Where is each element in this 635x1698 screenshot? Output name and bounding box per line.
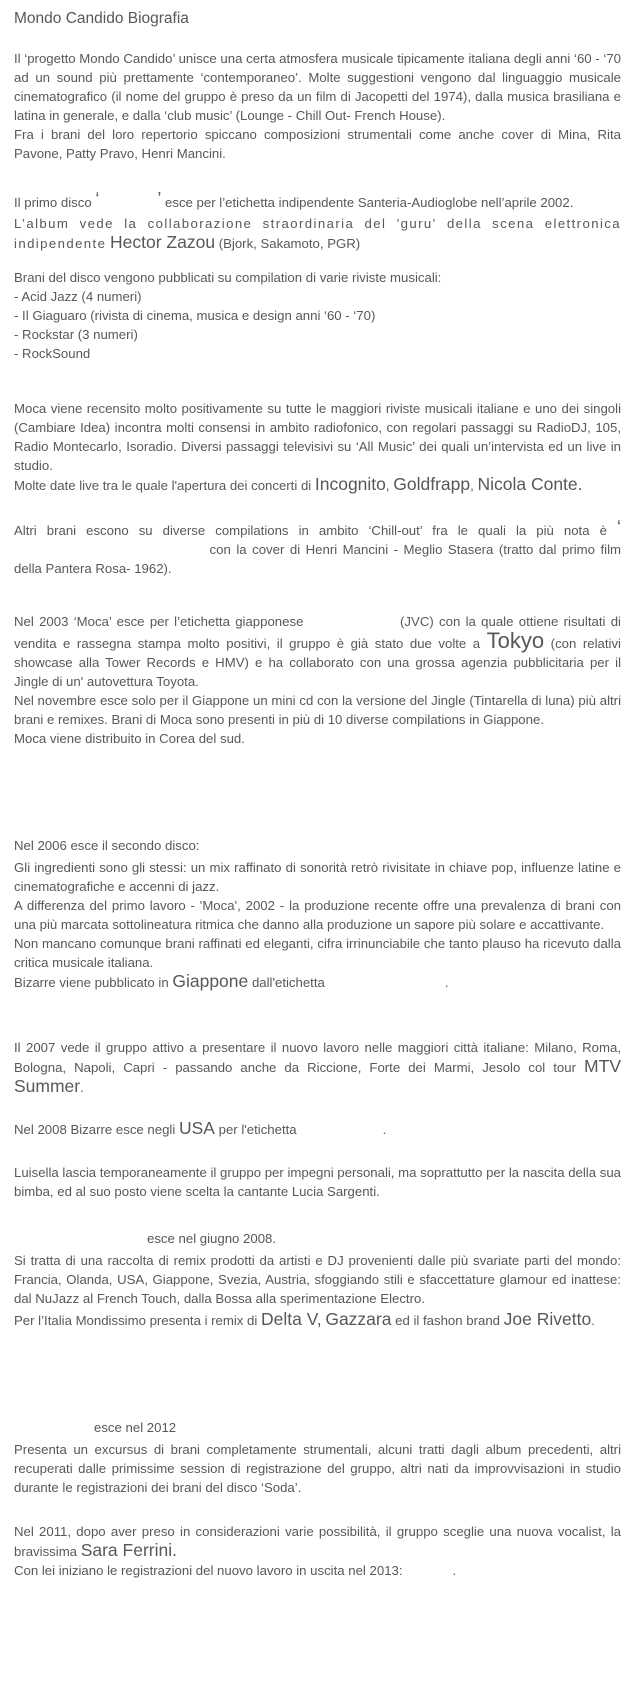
nicola-conte-name: Nicola Conte. — [477, 474, 583, 494]
italy-remix-line: Per l’Italia Mondissimo presenta i remix di Delta V, Gazzara ed il fashon brand Joe Rivetto. — [14, 1309, 595, 1329]
joe-rivetto-name: Joe Rivetto — [503, 1309, 592, 1329]
mancini-cover-text: con la cover di Henri Mancini - Meglio Stasera (tratto dal primo film della Pantera Rosa- 1962). — [14, 542, 621, 576]
difference-text: A differenza del primo lavoro - 'Moca', 2002 - la produzione recente offre una prevalenza di brani con una più marcata sottolineatura ritmica che danno alla produzione un sapore più solare e accattivante. — [14, 898, 621, 932]
collaboration-text: L’album vede la collaborazione straordinaria del 'guru' della scena elettronica indipendente Hector Zazou (Bjork, Sakamoto, PGR) — [14, 216, 621, 252]
remix-text: Si tratta di una raccolta di remix prodotti da artisti e DJ provenienti dalle più svariate parti del mondo: Francia, Olanda, USA, Giappone, Svezia, Austria, sfoggiando stili e sfaccettature glamour ed inattese: dal NuJazz al French Touch, dalla Bossa alla sperimentazione Electro. — [14, 1253, 621, 1306]
album-2012-release: esce nel 2012 — [94, 1420, 177, 1435]
instrumental-text: Presenta un excursus di brani completamente strumentali, alcuni tratti dagli album precedenti, altri recuperati dalle primissime session di registrazione del gruppo, altri nati da improvvisazioni in studio durante le registrazioni dei brani del disco ‘Soda’. — [14, 1442, 621, 1495]
chillout-text: Altri brani escono su diverse compilations in ambito ‘Chill-out’ fra le quali la più nota è — [14, 523, 607, 538]
list-item: - Il Giaguaro (rivista di cinema, musica e design anni ‘60 - ‘70) — [14, 308, 376, 323]
incognito-name: Incognito — [314, 474, 386, 494]
paragraph-luisella — [14, 1163, 621, 1201]
goldfrapp-name: Goldfrapp — [393, 474, 471, 494]
open-quote: ‘ — [616, 517, 621, 537]
paragraph-2012 — [14, 1418, 621, 1497]
live-dates-text: Molte date live tra le quale l'apertura dei concerti di — [14, 478, 312, 493]
paragraph-usa: Nel 2008 Bizarre esce negli USA per l'etichetta . — [14, 1118, 387, 1138]
compilations-intro: Brani del disco vengono pubblicati su compilation di varie riviste musicali: — [14, 270, 442, 285]
mondissimo-release: esce nel giugno 2008. — [147, 1231, 277, 1246]
first-album-line — [14, 189, 621, 212]
paragraph-intro — [14, 49, 621, 163]
bizarre-japan-line: Bizarre viene pubblicato in Giappone dall'etichetta . — [14, 971, 449, 991]
tour-text: Il 2007 vede il gruppo attivo a presentare il nuovo lavoro nelle maggiori città italiane: Milano, Roma, Bologna, Napoli, Capri - passando anche da Riccione, Forte dei Marmi, Jesolo col tour — [14, 1040, 621, 1075]
paragraph-tour-2007: Il 2007 vede il gruppo attivo a presentare il nuovo lavoro nelle maggiori città italiane: Milano, Roma, Bologna, Napoli, Capri - passando anche da Riccione, Forte dei Marmi, Jesolo col tour MTV Summer. — [14, 1040, 621, 1096]
paragraph-first-album — [14, 189, 621, 253]
intro-text: Il ‘progetto Mondo Candido’ unisce una certa atmosfera musicale tipicamente italiana degli anni ‘60 - ‘70 ad un sound più prettamente ‘contemporaneo’. Molte suggestioni vengono dal linguaggio musicale cinematografico (il nome del gruppo è preso da un film di Jacopetti del 1974), dalla musica brasiliana e latina in generale, e dalla ‘club music’ (Lounge - Chill Out- French House). — [14, 51, 621, 123]
refined-text: Non mancano comunque brani raffinati ed eleganti, cifra irrinunciabile che tanto plauso ha ricevuto dalla critica musicale italiana. — [14, 936, 621, 970]
first-album-lead: Il primo disco — [14, 195, 92, 210]
usa-name: USA — [178, 1118, 215, 1138]
hector-zazou-name: Hector Zazou — [110, 232, 216, 252]
list-item: - Acid Jazz (4 numeri) — [14, 289, 142, 304]
new-work-text: Con lei iniziano le registrazioni del nuovo lavoro in uscita nel 2013: — [14, 1563, 403, 1578]
paragraph-second-album — [14, 836, 621, 992]
first-album-label-text: esce per l’etichetta indipendente Santeria-Audioglobe nell’aprile 2002. — [165, 195, 574, 210]
page-title: Mondo Candido Biografia — [14, 10, 189, 27]
paragraph-japan — [14, 612, 621, 748]
paragraph-chillout — [14, 517, 621, 578]
paragraph-vocalist: Nel 2011, dopo aver preso in considerazioni varie possibilità, il gruppo sceglie una nuova vocalist, la bravissima Sara Ferrini. Con lei iniziano le registrazioni del nuovo lavoro in uscita nel 2013: . — [14, 1524, 621, 1578]
mini-cd-text: Nel novembre esce solo per il Giappone un mini cd con la versione del Jingle (Tintarella di luna) più altri brani e remixes. Brani di Moca sono presenti in più di 10 diverse compilations in Giappone. — [14, 693, 621, 727]
delta-v-name: Delta V, — [261, 1309, 322, 1329]
japan-text: (JVC) con la quale ottiene risultati di vendita e rassegna stampa molto positivi, il gruppo è già stato due volte a — [14, 614, 621, 651]
japan-text-tail: (con relativi showcase alla Tower Records e HMV) e ha collaborato con una grossa agenzia pubblicitaria per il Jingle di un' autovettura Toyota. — [14, 636, 621, 689]
repertoire-text: Fra i brani del loro repertorio spiccano composizioni strumentali come anche cover di Mina, Rita Pavone, Patty Pravo, Henri Mancini. — [14, 127, 621, 161]
gazzara-name: Gazzara — [325, 1309, 392, 1329]
reception-text: Moca viene recensito molto positivamente su tutte le maggiori riviste musicali italiane e uno dei singoli (Cambiare Idea) incontra molti consensi in ambito radiofonico, con regolari passaggi su RadioDJ, 105, Radio Montecarlo, Isoradio. Diversi passaggi televisivi su ‘All Music’ dei quali un’intervista ed un live in studio. — [14, 401, 621, 473]
ingredients-text: Gli ingredienti sono gli stessi: un mix raffinato di sonorità retrò rivisitate in chiave pop, influenze latine e cinematografiche e accenni di jazz. — [14, 860, 621, 894]
japan-text-lead: Nel 2003 ‘Moca’ esce per l’etichetta giapponese — [14, 614, 304, 629]
paragraph-reception: Moca viene recensito molto positivamente su tutte le maggiori riviste musicali italiane e uno dei singoli (Cambiare Idea) incontra molti consensi in ambito radiofonico, con regolari passaggi su RadioDJ, 105, Radio Montecarlo, Isoradio. Diversi passaggi televisivi su ‘All Music’ dei quali un’intervista ed un live in studio. Molte date live tra le quale l'apertura dei concerti di Incognito, Goldfrapp, Nicola Conte. — [14, 401, 621, 494]
list-item: - Rockstar (3 numeri) — [14, 327, 138, 342]
luisella-text: Luisella lascia temporaneamente il gruppo per impegni personali, ma soprattutto per la nascita della sua bimba, ed al suo posto viene scelta la cantante Lucia Sargenti. — [14, 1165, 621, 1199]
paragraph-compilations — [14, 268, 621, 363]
vocalist-text: Nel 2011, dopo aver preso in considerazioni varie possibilità, il gruppo sceglie una nuova vocalist, la bravissima — [14, 1524, 621, 1559]
paragraph-mondissimo — [14, 1229, 621, 1330]
tokyo-name: Tokyo — [486, 628, 545, 653]
sara-ferrini-name: Sara Ferrini. — [80, 1540, 177, 1560]
open-quote: ‘ — [95, 189, 100, 209]
list-item: - RockSound — [14, 346, 91, 361]
korea-text: Moca viene distribuito in Corea del sud. — [14, 731, 245, 746]
giappone-name: Giappone — [172, 971, 249, 991]
close-quote: ’ — [157, 189, 162, 209]
mtv-summer-name: MTV Summer — [14, 1056, 621, 1096]
second-album-heading: Nel 2006 esce il secondo disco: — [14, 838, 200, 853]
